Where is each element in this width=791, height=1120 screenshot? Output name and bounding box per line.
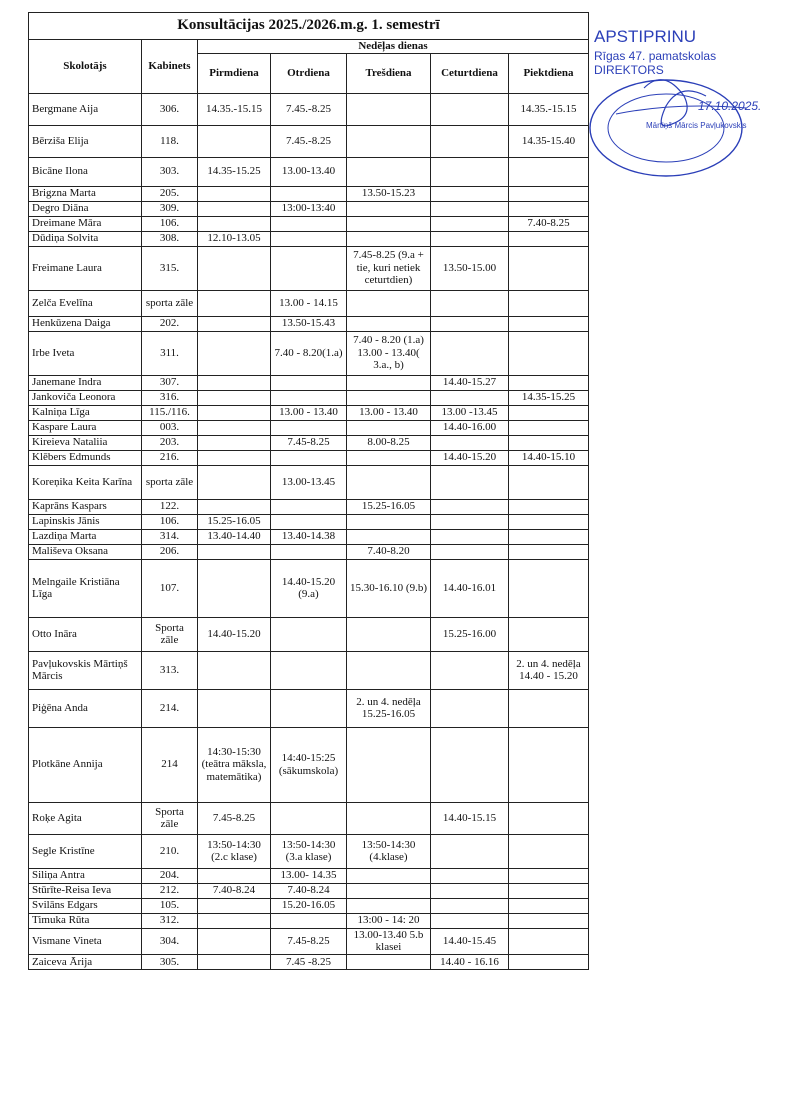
- consultation-time: 13.50-15.00: [431, 246, 509, 290]
- consultation-time: [431, 216, 509, 231]
- consultation-time: 13.00 - 14.15: [271, 290, 347, 316]
- consultation-time: [347, 465, 431, 499]
- consultation-time: [431, 93, 509, 125]
- consultation-time: 12.10-13.05: [198, 231, 271, 246]
- table-row: [29, 913, 589, 928]
- consultation-time: [271, 216, 347, 231]
- room-number: 316.: [142, 390, 198, 405]
- room-number: 115./116.: [142, 405, 198, 420]
- consultation-schedule: [28, 12, 588, 970]
- consultation-time: 14.40-16.01: [431, 559, 509, 617]
- consultation-time: 14.40-15.10: [509, 450, 589, 465]
- consultation-time: [347, 529, 431, 544]
- consultation-time: 14.35-15.40: [509, 125, 589, 157]
- teacher-name: Vismane Vineta: [29, 928, 142, 954]
- consultation-time: [509, 201, 589, 216]
- teacher-name: Bicāne Ilona: [29, 157, 142, 186]
- consultation-time: 7.45-8.25: [271, 435, 347, 450]
- room-number: 214: [142, 727, 198, 802]
- consultation-time: 7.45.-8.25: [271, 125, 347, 157]
- consultation-time: 13:50-14:30 (4.klase): [347, 834, 431, 868]
- consultation-time: [347, 420, 431, 435]
- consultation-time: [431, 544, 509, 559]
- room-number: 306.: [142, 93, 198, 125]
- consultation-time: 14.40-15.20: [198, 617, 271, 651]
- table-row: [29, 390, 589, 405]
- teacher-name: Janemane Indra: [29, 375, 142, 390]
- consultation-time: [431, 499, 509, 514]
- consultation-time: [431, 331, 509, 375]
- table-row: [29, 290, 589, 316]
- table-row: [29, 529, 589, 544]
- consultation-time: [509, 246, 589, 290]
- consultation-time: [509, 727, 589, 802]
- table-row: [29, 802, 589, 834]
- consultation-time: [347, 316, 431, 331]
- stamp-approve-text: APSTIPRINU: [594, 27, 697, 46]
- consultation-time: [431, 898, 509, 913]
- consultation-time: [431, 834, 509, 868]
- consultation-time: [431, 689, 509, 727]
- consultation-time: [431, 231, 509, 246]
- table-row: [29, 727, 589, 802]
- table-row: [29, 331, 589, 375]
- consultation-time: [271, 913, 347, 928]
- room-number: 311.: [142, 331, 198, 375]
- consultation-time: 7.40 - 8.20 (1.a) 13.00 - 13.40( 3.a., b): [347, 331, 431, 375]
- consultation-time: [198, 544, 271, 559]
- consultation-time: 14.35-15.25: [198, 157, 271, 186]
- teacher-name: Kireieva Nataliia: [29, 435, 142, 450]
- room-number: 003.: [142, 420, 198, 435]
- teacher-name: Bergmane Aija: [29, 93, 142, 125]
- consultation-time: [509, 186, 589, 201]
- header-teacher: Skolotājs: [29, 40, 142, 94]
- room-number: 305.: [142, 954, 198, 969]
- teacher-name: Kaspare Laura: [29, 420, 142, 435]
- room-number: 105.: [142, 898, 198, 913]
- consultation-time: 8.00-8.25: [347, 435, 431, 450]
- room-number: 118.: [142, 125, 198, 157]
- header-day: Ceturtdiena: [431, 53, 509, 93]
- teacher-name: Degro Diāna: [29, 201, 142, 216]
- consultation-time: [198, 316, 271, 331]
- consultation-time: 13.50-15.23: [347, 186, 431, 201]
- consultation-time: [198, 898, 271, 913]
- table-row: [29, 93, 589, 125]
- consultation-time: [198, 954, 271, 969]
- teacher-name: Stūrīte-Reisa Ieva: [29, 883, 142, 898]
- table-row: [29, 883, 589, 898]
- teacher-name: Melngaile Kristiāna Līga: [29, 559, 142, 617]
- consultation-time: [347, 514, 431, 529]
- consultation-time: 15.25-16.05: [198, 514, 271, 529]
- consultation-time: [271, 420, 347, 435]
- consultation-time: [347, 727, 431, 802]
- table-row: [29, 186, 589, 201]
- consultation-time: [509, 544, 589, 559]
- room-number: 212.: [142, 883, 198, 898]
- teacher-name: Kaprāns Kaspars: [29, 499, 142, 514]
- teacher-name: Bērziša Elija: [29, 125, 142, 157]
- consultation-time: [509, 499, 589, 514]
- consultation-time: 7.45-8.25 (9.a + tie, kuri netiek ceturtdien): [347, 246, 431, 290]
- table-row: [29, 157, 589, 186]
- consultation-time: [198, 499, 271, 514]
- table-row: [29, 465, 589, 499]
- consultation-time: [347, 450, 431, 465]
- table-row: [29, 514, 589, 529]
- consultation-time: [271, 802, 347, 834]
- teacher-name: Lapinskis Jānis: [29, 514, 142, 529]
- consultation-time: 15.25-16.05: [347, 499, 431, 514]
- consultation-time: 13.00 - 13.40: [347, 405, 431, 420]
- table-row: [29, 544, 589, 559]
- room-number: 303.: [142, 157, 198, 186]
- consultation-time: [347, 898, 431, 913]
- table-row: [29, 928, 589, 954]
- table-row: [29, 420, 589, 435]
- table-row: [29, 405, 589, 420]
- consultation-time: [431, 529, 509, 544]
- room-number: 216.: [142, 450, 198, 465]
- consultation-time: [347, 883, 431, 898]
- consultation-time: [509, 529, 589, 544]
- room-number: 314.: [142, 529, 198, 544]
- consultation-time: 7.45-8.25: [198, 802, 271, 834]
- room-number: 107.: [142, 559, 198, 617]
- table-row: [29, 499, 589, 514]
- consultation-time: [347, 201, 431, 216]
- consultation-time: 13.00 -13.45: [431, 405, 509, 420]
- consultation-time: 14.40-15.45: [431, 928, 509, 954]
- consultation-time: [431, 201, 509, 216]
- teacher-name: Timuka Rūta: [29, 913, 142, 928]
- table-row: [29, 216, 589, 231]
- consultation-time: 15.20-16.05: [271, 898, 347, 913]
- room-number: 204.: [142, 868, 198, 883]
- consultation-time: [431, 868, 509, 883]
- stamp-name: Mārtiņš Mārcis Pavļukovskis: [646, 121, 747, 130]
- stamp-date: 17.10.2025.: [698, 99, 762, 113]
- consultation-time: [198, 435, 271, 450]
- teacher-name: Dūdiņa Solvita: [29, 231, 142, 246]
- teacher-name: Segle Kristīne: [29, 834, 142, 868]
- room-number: 312.: [142, 913, 198, 928]
- consultation-time: 7.45-8.25: [271, 928, 347, 954]
- consultation-time: [347, 617, 431, 651]
- consultation-time: [198, 390, 271, 405]
- consultation-time: 7.40-8.25: [509, 216, 589, 231]
- consultation-time: 14.35.-15.15: [509, 93, 589, 125]
- teacher-name: Dreimane Māra: [29, 216, 142, 231]
- consultation-time: 14.40-15.15: [431, 802, 509, 834]
- consultation-time: [347, 290, 431, 316]
- room-number: 304.: [142, 928, 198, 954]
- consultation-time: [271, 514, 347, 529]
- consultation-time: [198, 375, 271, 390]
- consultation-time: [509, 617, 589, 651]
- table-row: [29, 435, 589, 450]
- consultation-time: [347, 93, 431, 125]
- consultation-time: 13:50-14:30 (2.c klase): [198, 834, 271, 868]
- consultation-time: [198, 246, 271, 290]
- teacher-name: Siliņa Antra: [29, 868, 142, 883]
- page-title: Konsultācijas 2025./2026.m.g. 1. semestrī: [29, 13, 589, 40]
- consultation-time: [198, 913, 271, 928]
- consultation-time: [431, 913, 509, 928]
- table-row: [29, 617, 589, 651]
- consultation-time: [271, 375, 347, 390]
- table-row: [29, 375, 589, 390]
- header-day: Piektdiena: [509, 53, 589, 93]
- consultation-time: [509, 231, 589, 246]
- table-row: [29, 450, 589, 465]
- consultation-time: [198, 331, 271, 375]
- room-number: sporta zāle: [142, 290, 198, 316]
- consultation-time: 14:30-15:30 (teātra māksla, matemātika): [198, 727, 271, 802]
- consultation-time: [347, 157, 431, 186]
- consultation-time: [509, 689, 589, 727]
- consultation-time: [271, 246, 347, 290]
- teacher-name: Freimane Laura: [29, 246, 142, 290]
- teacher-name: Pavļukovskis Mārtiņš Mārcis: [29, 651, 142, 689]
- consultation-time: 13:50-14:30 (3.a klase): [271, 834, 347, 868]
- consultation-time: [431, 157, 509, 186]
- stamp-graphic: [586, 18, 786, 178]
- room-number: 106.: [142, 216, 198, 231]
- consultation-time: [509, 331, 589, 375]
- teacher-name: Roķe Agita: [29, 802, 142, 834]
- consultation-time: [198, 125, 271, 157]
- room-number: 307.: [142, 375, 198, 390]
- consultation-time: 13.00-13.40: [271, 157, 347, 186]
- consultation-time: 13.40-14.40: [198, 529, 271, 544]
- consultation-time: 13.00-13.40 5.b klasei: [347, 928, 431, 954]
- consultation-time: [198, 216, 271, 231]
- table-row: [29, 246, 589, 290]
- room-number: 202.: [142, 316, 198, 331]
- consultation-time: [271, 499, 347, 514]
- consultation-time: [198, 450, 271, 465]
- table-row: [29, 559, 589, 617]
- consultation-time: [198, 689, 271, 727]
- header-room: Kabinets: [142, 40, 198, 94]
- table-row: [29, 834, 589, 868]
- schedule-table: [28, 12, 589, 970]
- room-number: 106.: [142, 514, 198, 529]
- consultation-time: [431, 290, 509, 316]
- consultation-time: [509, 834, 589, 868]
- consultation-time: 13.00- 14.35: [271, 868, 347, 883]
- consultation-time: [509, 898, 589, 913]
- consultation-time: [271, 651, 347, 689]
- consultation-time: [509, 913, 589, 928]
- consultation-time: [198, 868, 271, 883]
- consultation-time: [347, 231, 431, 246]
- consultation-time: 14:40-15:25 (sākumskola): [271, 727, 347, 802]
- consultation-time: [431, 125, 509, 157]
- consultation-time: [431, 651, 509, 689]
- consultation-time: 2. un 4. nedēļa 15.25-16.05: [347, 689, 431, 727]
- room-number: 214.: [142, 689, 198, 727]
- header-day: Trešdiena: [347, 53, 431, 93]
- consultation-time: [509, 375, 589, 390]
- stamp-school-text: Rīgas 47. pamatskolas: [594, 49, 717, 63]
- room-number: 313.: [142, 651, 198, 689]
- consultation-time: [431, 186, 509, 201]
- consultation-time: [347, 651, 431, 689]
- consultation-time: 13:00-13:40: [271, 201, 347, 216]
- consultation-time: [347, 216, 431, 231]
- consultation-time: 7.40-8.24: [271, 883, 347, 898]
- consultation-time: [509, 954, 589, 969]
- teacher-name: Lazdiņa Marta: [29, 529, 142, 544]
- header-day: Otrdiena: [271, 53, 347, 93]
- table-row: [29, 898, 589, 913]
- room-number: 122.: [142, 499, 198, 514]
- consultation-time: [198, 465, 271, 499]
- consultation-time: [271, 390, 347, 405]
- consultation-time: [198, 420, 271, 435]
- consultation-time: [509, 420, 589, 435]
- consultation-time: [198, 405, 271, 420]
- header-week-days: Nedēļas dienas: [198, 40, 589, 54]
- room-number: 203.: [142, 435, 198, 450]
- consultation-time: [347, 868, 431, 883]
- consultation-time: [198, 201, 271, 216]
- consultation-time: [271, 617, 347, 651]
- consultation-time: [271, 544, 347, 559]
- teacher-name: Kalniņa Līga: [29, 405, 142, 420]
- teacher-name: Otto Ināra: [29, 617, 142, 651]
- consultation-time: [347, 390, 431, 405]
- teacher-name: Mališeva Oksana: [29, 544, 142, 559]
- teacher-name: Zaiceva Ārija: [29, 954, 142, 969]
- consultation-time: [347, 375, 431, 390]
- consultation-time: [509, 868, 589, 883]
- consultation-time: 14.35-15.25: [509, 390, 589, 405]
- consultation-time: [509, 559, 589, 617]
- consultation-time: [509, 435, 589, 450]
- table-row: [29, 125, 589, 157]
- consultation-time: [271, 231, 347, 246]
- teacher-name: Piģēna Anda: [29, 689, 142, 727]
- consultation-time: [509, 316, 589, 331]
- stamp-director-text: DIREKTORS: [594, 63, 664, 77]
- teacher-name: Brigzna Marta: [29, 186, 142, 201]
- consultation-time: 7.45 -8.25: [271, 954, 347, 969]
- room-number: Sporta zāle: [142, 617, 198, 651]
- teacher-name: Henkūzena Daiga: [29, 316, 142, 331]
- consultation-time: [509, 465, 589, 499]
- consultation-time: [431, 727, 509, 802]
- consultation-time: 7.40-8.24: [198, 883, 271, 898]
- header-day: Pirmdiena: [198, 53, 271, 93]
- teacher-name: Koreņika Keita Karīna: [29, 465, 142, 499]
- teacher-name: Zelča Evelīna: [29, 290, 142, 316]
- consultation-time: [271, 450, 347, 465]
- room-number: 210.: [142, 834, 198, 868]
- consultation-time: [509, 928, 589, 954]
- consultation-time: 14.40-15.20 (9.a): [271, 559, 347, 617]
- consultation-time: 15.25-16.00: [431, 617, 509, 651]
- consultation-time: [347, 954, 431, 969]
- consultation-time: 13.00-13.45: [271, 465, 347, 499]
- room-number: sporta zāle: [142, 465, 198, 499]
- teacher-name: Irbe Iveta: [29, 331, 142, 375]
- consultation-time: [198, 290, 271, 316]
- consultation-time: [431, 316, 509, 331]
- consultation-time: 14.40-15.27: [431, 375, 509, 390]
- consultation-time: 7.45.-8.25: [271, 93, 347, 125]
- room-number: 206.: [142, 544, 198, 559]
- table-row: [29, 868, 589, 883]
- consultation-time: 7.40 - 8.20(1.a): [271, 331, 347, 375]
- table-row: [29, 316, 589, 331]
- consultation-time: [347, 125, 431, 157]
- table-row: [29, 201, 589, 216]
- consultation-time: [271, 186, 347, 201]
- room-number: 205.: [142, 186, 198, 201]
- consultation-time: 13.00 - 13.40: [271, 405, 347, 420]
- consultation-time: 14.40-15.20: [431, 450, 509, 465]
- teacher-name: Plotkāne Annija: [29, 727, 142, 802]
- consultation-time: [347, 802, 431, 834]
- consultation-time: [198, 928, 271, 954]
- room-number: 309.: [142, 201, 198, 216]
- consultation-time: [431, 883, 509, 898]
- consultation-time: 14.35.-15.15: [198, 93, 271, 125]
- consultation-time: 13.40-14.38: [271, 529, 347, 544]
- room-number: Sporta zāle: [142, 802, 198, 834]
- table-row: [29, 651, 589, 689]
- table-row: [29, 231, 589, 246]
- consultation-time: [509, 802, 589, 834]
- consultation-time: [431, 465, 509, 499]
- consultation-time: 14.40-16.00: [431, 420, 509, 435]
- consultation-time: 14.40 - 16.16: [431, 954, 509, 969]
- approval-stamp: [586, 18, 786, 178]
- consultation-time: [271, 689, 347, 727]
- room-number: 308.: [142, 231, 198, 246]
- consultation-time: 13:00 - 14: 20: [347, 913, 431, 928]
- table-row: [29, 954, 589, 969]
- consultation-time: 7.40-8.20: [347, 544, 431, 559]
- consultation-time: [509, 514, 589, 529]
- consultation-time: [198, 651, 271, 689]
- consultation-time: [431, 514, 509, 529]
- consultation-time: [509, 883, 589, 898]
- consultation-time: [198, 559, 271, 617]
- consultation-time: 13.50-15.43: [271, 316, 347, 331]
- teacher-name: Klēbers Edmunds: [29, 450, 142, 465]
- room-number: 315.: [142, 246, 198, 290]
- consultation-time: 15.30-16.10 (9.b): [347, 559, 431, 617]
- consultation-time: 2. un 4. nedēļa 14.40 - 15.20: [509, 651, 589, 689]
- consultation-time: [509, 290, 589, 316]
- consultation-time: [431, 390, 509, 405]
- consultation-time: [509, 405, 589, 420]
- teacher-name: Jankoviča Leonora: [29, 390, 142, 405]
- consultation-time: [198, 186, 271, 201]
- teacher-name: Svilāns Edgars: [29, 898, 142, 913]
- table-row: [29, 689, 589, 727]
- consultation-time: [509, 157, 589, 186]
- consultation-time: [431, 435, 509, 450]
